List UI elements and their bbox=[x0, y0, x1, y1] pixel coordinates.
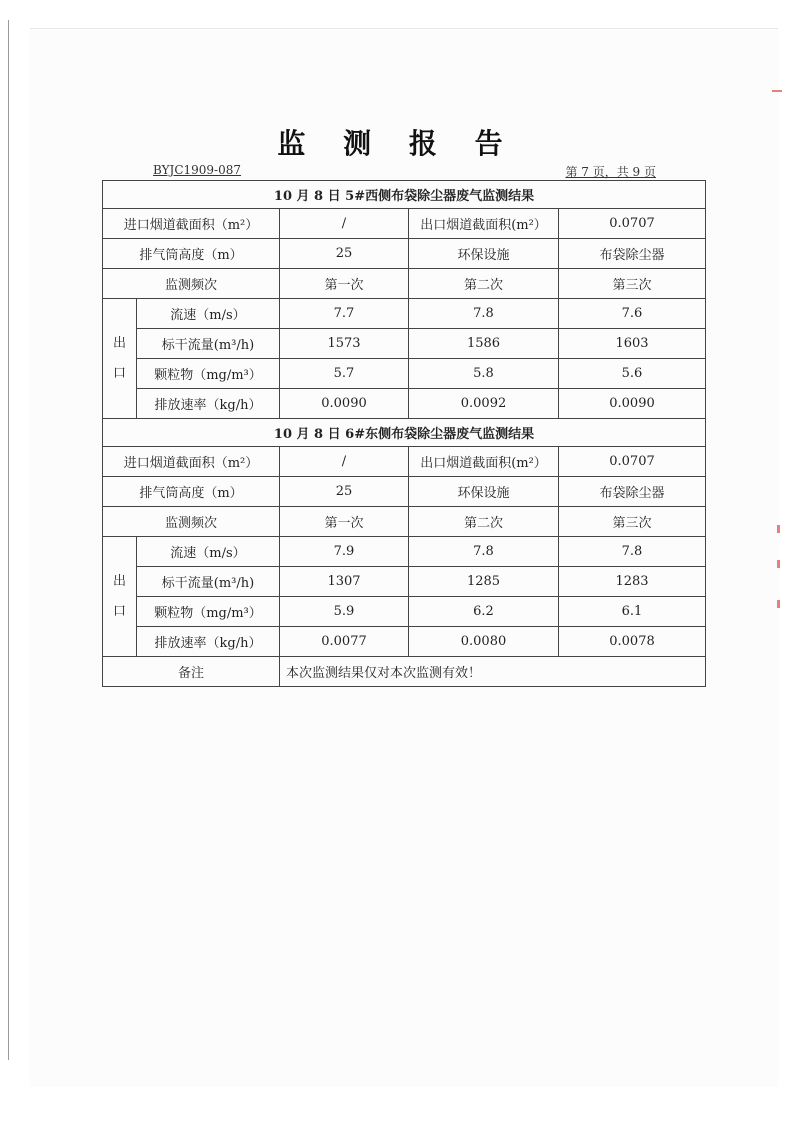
area-row bbox=[103, 447, 706, 477]
side-char: 口 bbox=[112, 365, 126, 381]
cell: 7.7 bbox=[280, 299, 409, 329]
row-label: 标干流量(m³/h) bbox=[137, 329, 280, 359]
cell: 1307 bbox=[280, 567, 409, 597]
outlet-area-value: 0.0707 bbox=[559, 209, 706, 239]
cell: 6.2 bbox=[409, 597, 559, 627]
side-char: 出 bbox=[112, 573, 126, 589]
scan-mark bbox=[777, 600, 780, 608]
outlet-side-label bbox=[103, 537, 137, 657]
note-text: 本次监测结果仅对本次监测有效！ bbox=[280, 657, 706, 687]
table-row bbox=[103, 537, 706, 567]
outlet-side-label bbox=[103, 299, 137, 419]
cell: 7.8 bbox=[409, 537, 559, 567]
cell: 1586 bbox=[409, 329, 559, 359]
outlet-area-label: 出口烟道截面积(m²） bbox=[409, 209, 559, 239]
facility-value: 布袋除尘器 bbox=[559, 239, 706, 269]
outlet-area-value: 0.0707 bbox=[559, 447, 706, 477]
frequency-label: 监测频次 bbox=[103, 269, 280, 299]
scan-mark bbox=[772, 90, 782, 92]
cell: 6.1 bbox=[559, 597, 706, 627]
row-label: 流速（m/s） bbox=[137, 299, 280, 329]
facility-value: 布袋除尘器 bbox=[559, 477, 706, 507]
side-char: 口 bbox=[112, 603, 126, 619]
row-label: 排放速率（kg/h） bbox=[137, 389, 280, 419]
side-char: 出 bbox=[112, 335, 126, 351]
frequency-3: 第三次 bbox=[559, 269, 706, 299]
frequency-1: 第一次 bbox=[280, 269, 409, 299]
cell: 5.8 bbox=[409, 359, 559, 389]
table-row bbox=[103, 627, 706, 657]
scan-mark bbox=[777, 525, 780, 533]
monitoring-results-table bbox=[102, 180, 706, 687]
table-row bbox=[103, 389, 706, 419]
note-row bbox=[103, 657, 706, 687]
section-title: 10 月 8 日 5#西侧布袋除尘器废气监测结果 bbox=[103, 181, 706, 209]
frequency-row bbox=[103, 269, 706, 299]
frequency-1: 第一次 bbox=[280, 507, 409, 537]
cell: 7.8 bbox=[409, 299, 559, 329]
stack-height-value: 25 bbox=[280, 239, 409, 269]
cell: 0.0077 bbox=[280, 627, 409, 657]
row-label: 排放速率（kg/h） bbox=[137, 627, 280, 657]
table-row bbox=[103, 299, 706, 329]
section-header-row bbox=[103, 419, 706, 447]
table-row bbox=[103, 597, 706, 627]
table-row bbox=[103, 567, 706, 597]
report-title: 监 测 报 告 bbox=[277, 127, 517, 160]
row-label: 标干流量(m³/h) bbox=[137, 567, 280, 597]
height-row bbox=[103, 477, 706, 507]
cell: 7.8 bbox=[559, 537, 706, 567]
inlet-area-label: 进口烟道截面积（m²） bbox=[103, 209, 280, 239]
cell: 0.0080 bbox=[409, 627, 559, 657]
cell: 7.6 bbox=[559, 299, 706, 329]
frequency-2: 第二次 bbox=[409, 507, 559, 537]
area-row bbox=[103, 209, 706, 239]
row-label: 颗粒物（mg/m³） bbox=[137, 359, 280, 389]
cell: 5.7 bbox=[280, 359, 409, 389]
cell: 5.9 bbox=[280, 597, 409, 627]
cell: 0.0090 bbox=[559, 389, 706, 419]
row-label: 颗粒物（mg/m³） bbox=[137, 597, 280, 627]
inlet-area-value: / bbox=[280, 447, 409, 477]
cell: 7.9 bbox=[280, 537, 409, 567]
cell: 0.0090 bbox=[280, 389, 409, 419]
note-label: 备注 bbox=[103, 657, 280, 687]
cell: 1573 bbox=[280, 329, 409, 359]
facility-label: 环保设施 bbox=[409, 239, 559, 269]
row-label: 流速（m/s） bbox=[137, 537, 280, 567]
document-id: BYJC1909-087 bbox=[153, 163, 242, 177]
frequency-row bbox=[103, 507, 706, 537]
page-number: 第 7 页，共 9 页 bbox=[565, 165, 656, 179]
facility-label: 环保设施 bbox=[409, 477, 559, 507]
frequency-3: 第三次 bbox=[559, 507, 706, 537]
frequency-label: 监测频次 bbox=[103, 507, 280, 537]
stack-height-label: 排气筒高度（m） bbox=[103, 477, 280, 507]
scan-left-edge bbox=[8, 20, 9, 1060]
outlet-area-label: 出口烟道截面积(m²） bbox=[409, 447, 559, 477]
height-row bbox=[103, 239, 706, 269]
table-row bbox=[103, 359, 706, 389]
cell: 5.6 bbox=[559, 359, 706, 389]
section-title: 10 月 8 日 6#东侧布袋除尘器废气监测结果 bbox=[103, 419, 706, 447]
inlet-area-value: / bbox=[280, 209, 409, 239]
inlet-area-label: 进口烟道截面积（m²） bbox=[103, 447, 280, 477]
scan-mark bbox=[777, 560, 780, 568]
stack-height-label: 排气筒高度（m） bbox=[103, 239, 280, 269]
cell: 0.0092 bbox=[409, 389, 559, 419]
cell: 1283 bbox=[559, 567, 706, 597]
frequency-2: 第二次 bbox=[409, 269, 559, 299]
cell: 1285 bbox=[409, 567, 559, 597]
table-row bbox=[103, 329, 706, 359]
cell: 0.0078 bbox=[559, 627, 706, 657]
cell: 1603 bbox=[559, 329, 706, 359]
section-header-row bbox=[103, 181, 706, 209]
stack-height-value: 25 bbox=[280, 477, 409, 507]
